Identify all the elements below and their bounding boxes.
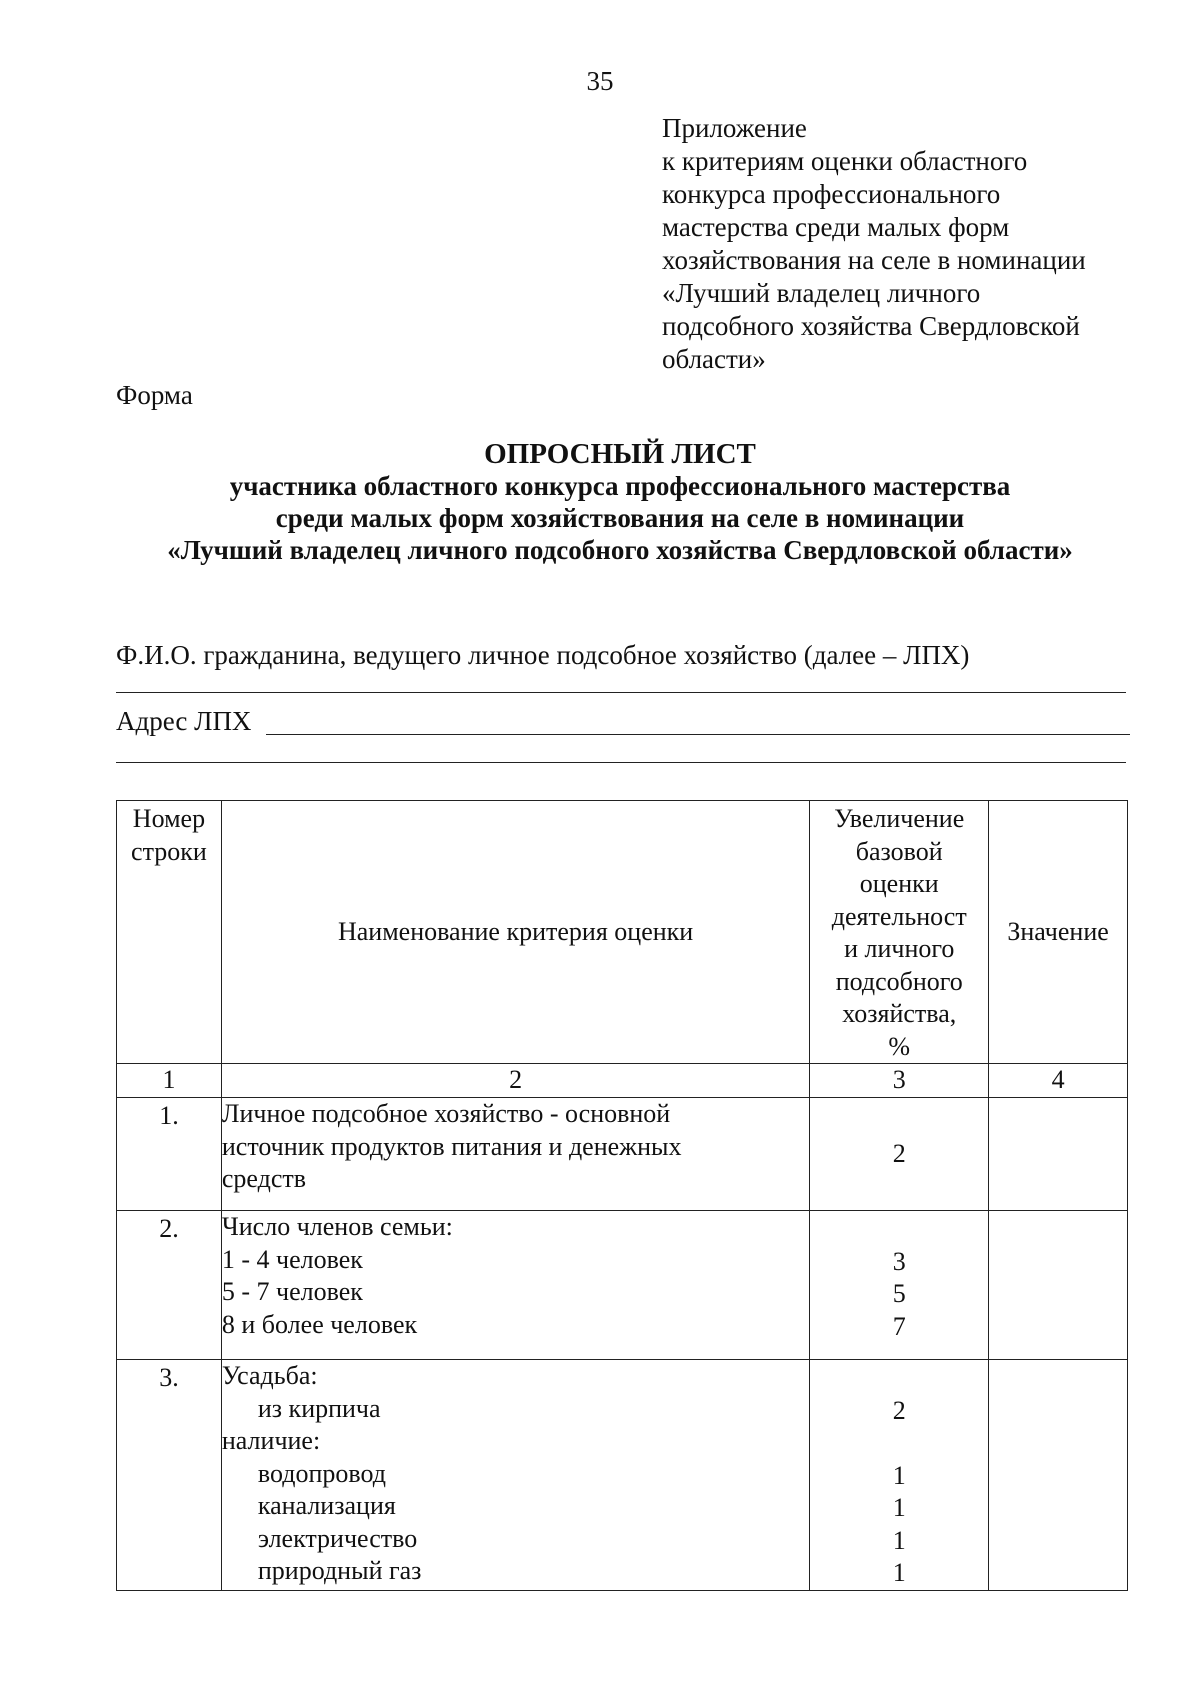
document-title bbox=[0, 438, 1200, 566]
address-blank-line[interactable] bbox=[266, 734, 1130, 735]
criteria-option: электричество bbox=[257, 1523, 418, 1553]
criteria-option: канализация bbox=[257, 1491, 396, 1520]
header-text: хозяйства, bbox=[842, 999, 957, 1028]
increase-values bbox=[810, 1211, 989, 1360]
header-text: Увеличение bbox=[834, 804, 965, 833]
title-line: «Лучший владелец личного подсобного хозяйства Свердловской области» bbox=[167, 535, 1073, 565]
increase-value: 1 bbox=[892, 1460, 906, 1490]
header-criteria-name: Наименование критерия оценки bbox=[221, 801, 809, 1064]
criteria-option: из кирпича bbox=[257, 1393, 381, 1423]
header-text: подсобного bbox=[835, 966, 963, 996]
criteria-line: источник продуктов питания и денежных bbox=[221, 1131, 682, 1161]
appendix-line: подсобного хозяйства Свердловской bbox=[662, 311, 1080, 341]
value-input-cell[interactable] bbox=[989, 1211, 1128, 1360]
criteria-option: 1 - 4 человек bbox=[221, 1244, 363, 1274]
title-line: участника областного конкурса профессионального мастерства bbox=[229, 471, 1011, 501]
appendix-note bbox=[662, 112, 1182, 376]
criteria-option: водопровод bbox=[257, 1458, 386, 1488]
criteria-subtitle: наличие: bbox=[221, 1426, 321, 1455]
criteria-title: Число членов семьи: bbox=[221, 1212, 453, 1241]
page-number: 35 bbox=[586, 66, 614, 96]
value-input-cell[interactable] bbox=[989, 1098, 1128, 1211]
column-number-row bbox=[117, 1064, 1128, 1098]
criteria-option: 8 и более человек bbox=[221, 1309, 418, 1339]
increase-value: 1 bbox=[892, 1493, 906, 1522]
increase-value: 7 bbox=[892, 1311, 906, 1341]
row-number-text: 1. bbox=[159, 1101, 179, 1130]
row-number bbox=[117, 1211, 222, 1360]
increase-value: 2 bbox=[892, 1395, 906, 1425]
row-number bbox=[117, 1098, 222, 1211]
header-text: деятельност bbox=[831, 901, 967, 931]
row-number-text: 3. bbox=[159, 1363, 179, 1392]
table-row bbox=[117, 1098, 1128, 1211]
criteria-title: Усадьба: bbox=[221, 1361, 318, 1390]
table-row bbox=[117, 1211, 1128, 1360]
increase-value: 2 bbox=[810, 1098, 989, 1211]
increase-value: 5 bbox=[892, 1279, 906, 1308]
appendix-line: «Лучший владелец личного bbox=[662, 278, 981, 308]
criteria-line: средств bbox=[221, 1164, 307, 1193]
fio-label: Ф.И.О. гражданина, ведущего личное подсобное хозяйство (далее – ЛПХ) bbox=[116, 640, 970, 670]
criteria-text bbox=[221, 1098, 809, 1211]
header-text: Номер bbox=[132, 804, 206, 833]
header-text: строки bbox=[131, 836, 207, 866]
address-blank-line-2[interactable] bbox=[116, 762, 1126, 763]
column-number: 3 bbox=[810, 1064, 989, 1098]
header-text: базовой bbox=[855, 836, 943, 866]
criteria-text bbox=[221, 1360, 809, 1591]
value-input-cell[interactable] bbox=[989, 1360, 1128, 1591]
criteria-table bbox=[116, 800, 1128, 1591]
appendix-line: хозяйствования на селе в номинации bbox=[662, 245, 1086, 275]
table-header-row bbox=[117, 801, 1128, 1064]
form-label: Форма bbox=[116, 380, 193, 410]
appendix-line: Приложение bbox=[662, 113, 807, 143]
increase-values bbox=[810, 1360, 989, 1591]
header-increase-percent bbox=[810, 801, 989, 1064]
header-text: % bbox=[888, 1031, 911, 1061]
increase-value: 3 bbox=[892, 1246, 906, 1276]
header-row-number bbox=[117, 801, 222, 1064]
title-main: ОПРОСНЫЙ ЛИСТ bbox=[484, 438, 756, 470]
appendix-line: области» bbox=[662, 344, 766, 374]
fio-blank-line[interactable] bbox=[116, 692, 1126, 693]
title-line: среди малых форм хозяйствования на селе в номинации bbox=[275, 503, 965, 533]
header-value: Значение bbox=[989, 801, 1128, 1064]
increase-value: 1 bbox=[892, 1558, 906, 1587]
increase-value: 1 bbox=[892, 1525, 906, 1555]
criteria-line: Личное подсобное хозяйство - основной bbox=[221, 1099, 671, 1128]
appendix-line: мастерства среди малых форм bbox=[662, 212, 1010, 242]
column-number: 1 bbox=[117, 1064, 222, 1098]
header-text: оценки bbox=[859, 869, 939, 898]
appendix-line: к критериям оценки областного bbox=[662, 146, 1028, 176]
criteria-text bbox=[221, 1211, 809, 1360]
address-label: Адрес ЛПХ bbox=[116, 706, 252, 736]
column-number: 2 bbox=[221, 1064, 809, 1098]
column-number: 4 bbox=[989, 1064, 1128, 1098]
criteria-option: природный газ bbox=[257, 1556, 422, 1585]
row-number bbox=[117, 1360, 222, 1591]
criteria-option: 5 - 7 человек bbox=[221, 1277, 363, 1306]
appendix-line: конкурса профессионального bbox=[662, 179, 1001, 209]
header-text: и личного bbox=[844, 934, 955, 963]
row-number-text: 2. bbox=[159, 1214, 179, 1243]
table-row bbox=[117, 1360, 1128, 1591]
